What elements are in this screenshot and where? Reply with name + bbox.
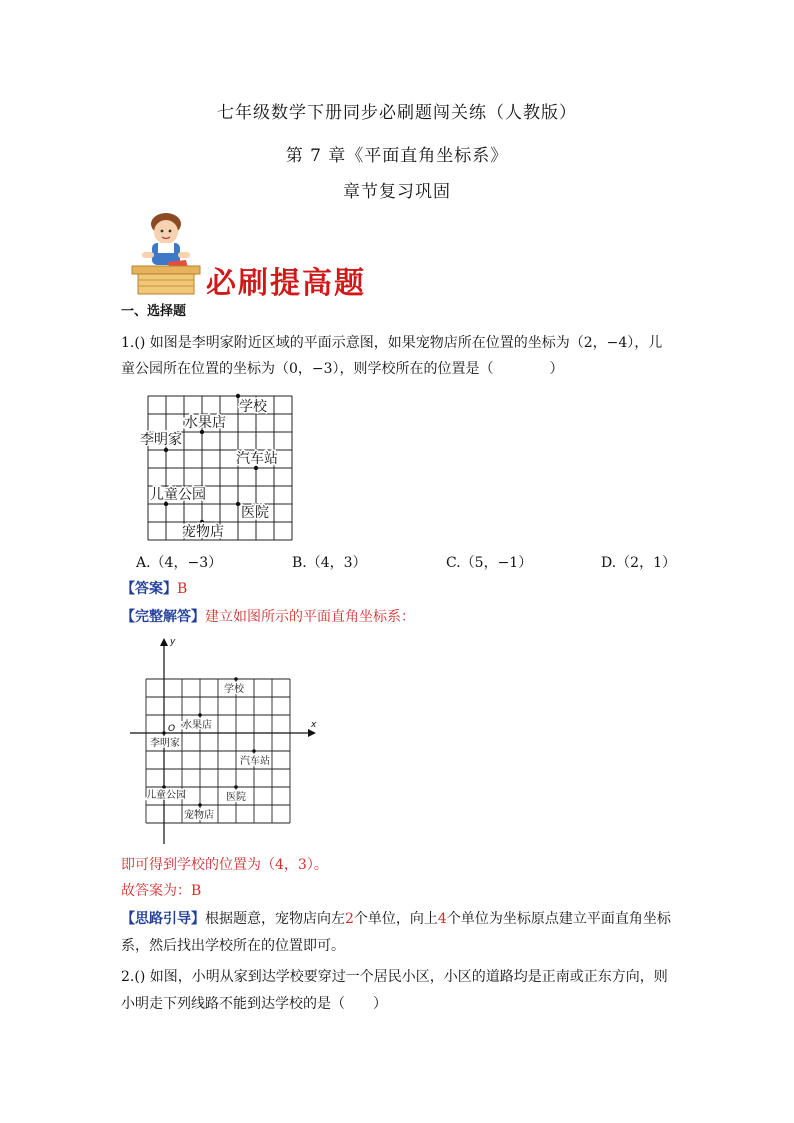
home-point xyxy=(164,448,168,452)
chapter-title: 第 7 章《平面直角坐标系》 xyxy=(285,146,509,166)
map-label-bus: 汽车站 xyxy=(236,451,278,467)
answer-value: B xyxy=(177,581,188,597)
option-b[interactable]: B.（4，3） xyxy=(292,555,367,571)
map-label-school: 学校 xyxy=(239,399,267,415)
solution-label: 【完整解答】 xyxy=(121,609,205,625)
student-desk-icon xyxy=(128,210,204,296)
hint-part3: 个单位为坐标原点建立平面直角坐标 xyxy=(446,911,671,927)
option-a[interactable]: A.（4，−3） xyxy=(136,555,223,571)
origin-label: O xyxy=(168,724,176,734)
fig-label-hospital: 医院 xyxy=(226,792,246,803)
result-value: （4，3）。 xyxy=(261,857,328,873)
answer-line xyxy=(121,577,187,601)
map-label-park: 儿童公园 xyxy=(150,487,206,503)
school-point xyxy=(236,394,240,398)
q2-stem-line1: 2.() 如图，小明从家到达学校要穿过一个居民小区，小区的道路均是正南或正东方向，则 xyxy=(121,969,668,985)
fig-label-bus: 汽车站 xyxy=(240,756,270,767)
option-c[interactable]: C.（5，−1） xyxy=(446,555,533,571)
hint-part2: 个单位，向上 xyxy=(353,911,438,927)
hint-line1 xyxy=(121,907,671,931)
hint-number2: 4 xyxy=(437,911,447,927)
hint-line2: 系，然后找出学校所在的位置即可。 xyxy=(121,938,345,954)
q1-map-figure xyxy=(140,392,300,542)
hospital-point xyxy=(236,502,240,506)
hint-label: 【思路引导】 xyxy=(121,911,205,927)
fig-label-pet: 宠物店 xyxy=(184,810,214,821)
solution-coordinate-figure xyxy=(128,634,324,848)
map-label-fruit: 水果店 xyxy=(184,415,226,431)
hint-part1: 根据题意，宠物店向左 xyxy=(205,911,345,927)
result-prefix: 即可得到学校的位置为 xyxy=(121,857,261,873)
final-answer-line xyxy=(121,879,201,903)
option-d[interactable]: D.（2，1） xyxy=(601,555,676,571)
answer-label: 【答案】 xyxy=(121,581,177,597)
final-value: B xyxy=(191,883,202,899)
badge-title: 必刷提高题 xyxy=(206,266,366,301)
q2-stem-line2: 小明走下列线路不能到达学校的是（ ） xyxy=(121,996,387,1012)
document-title: 七年级数学下册同步必刷题闯关练（人教版） xyxy=(217,103,577,123)
section-heading: 一、选择题 xyxy=(121,304,187,319)
final-prefix: 故答案为： xyxy=(121,883,191,899)
y-axis-arrow xyxy=(160,638,168,646)
x-axis-label: x xyxy=(311,720,317,730)
q1-stem-line1: 1.() 如图是李明家附近区域的平面示意图，如果宠物店所在位置的坐标为（2，−4），儿 xyxy=(121,335,663,351)
q1-stem-line2: 童公园所在位置的坐标为（0，−3），则学校所在的位置是（ ） xyxy=(121,361,564,377)
fig-label-home: 李明家 xyxy=(150,738,180,749)
fig-label-school: 学校 xyxy=(224,684,244,695)
fig-label-fruit: 水果店 xyxy=(182,720,212,731)
y-axis-label: y xyxy=(170,637,176,647)
map-label-home: 李明家 xyxy=(140,432,182,448)
map-label-pet: 宠物店 xyxy=(182,524,224,540)
solution-line xyxy=(121,605,415,629)
map-label-hospital: 医院 xyxy=(241,505,269,521)
section-subtitle: 章节复习巩固 xyxy=(343,182,451,202)
result-line xyxy=(121,853,328,877)
x-axis-arrow xyxy=(308,729,316,737)
fig-label-park: 儿童公园 xyxy=(146,790,186,801)
solution-text: 建立如图所示的平面直角坐标系： xyxy=(205,609,415,625)
hint-number1: 2 xyxy=(345,911,354,927)
